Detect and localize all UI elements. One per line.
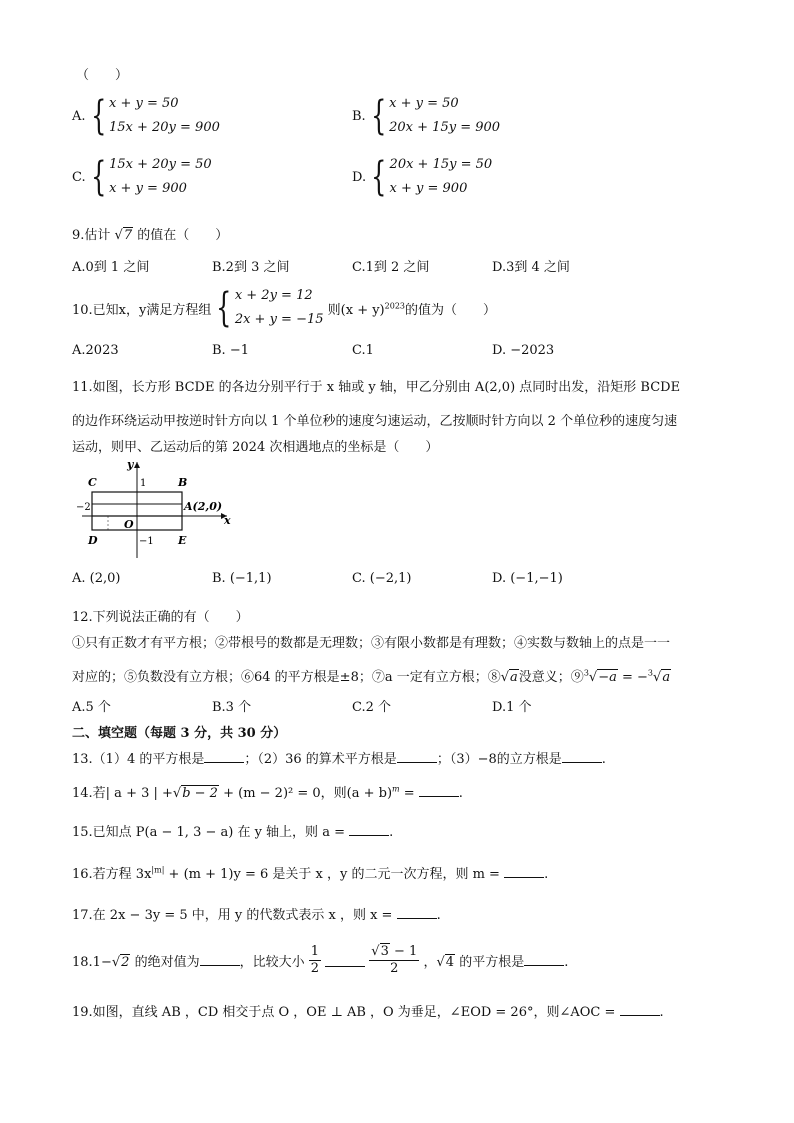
tick-minus2: −2 <box>76 502 91 513</box>
y-axis-arrow <box>134 462 140 468</box>
q15-blank[interactable] <box>349 823 389 836</box>
q9-option-d[interactable]: D.3到 4 之间 <box>492 260 570 275</box>
q11-line2: 的边作环绕运动甲按逆时针方向以 1 个单位秒的速度匀速运动，乙按顺时针方向以 2 个单位秒的速度匀速 <box>72 414 678 429</box>
q8-c-eq2: x + y = 900 <box>109 181 187 196</box>
q10-option-c[interactable]: C.1 <box>352 343 374 358</box>
q17: 17.在 2x − 3y = 5 中，用 y 的代数式表示 x ，则 x = . <box>72 908 441 923</box>
q11-option-a[interactable]: A. (2,0) <box>72 571 121 586</box>
label-b: B <box>178 476 188 489</box>
q17-blank[interactable] <box>397 906 437 919</box>
q8-option-d[interactable]: D. { 20x + 15y = 50 x + y = 900 <box>352 154 493 200</box>
label-e: E <box>178 534 187 547</box>
q8-b-eq2: 20x + 15y = 900 <box>389 120 501 135</box>
q8-option-a[interactable]: A. { x + y = 50 15x + 20y = 900 <box>72 93 220 139</box>
q11-line1: 11.如图，长方形 BCDE 的各边分别平行于 x 轴或 y 轴，甲乙分别由 A(2,0) 点同时出发，沿矩形 BCDE <box>72 380 681 395</box>
q10-option-b[interactable]: B. −1 <box>212 343 249 358</box>
q8-a-eq1: x + y = 50 <box>108 96 179 111</box>
q12-option-c[interactable]: C.2 个 <box>352 700 392 715</box>
label-x: x <box>224 514 231 527</box>
q9-stem: 9.估计 √7 的值在（ ） <box>72 228 229 243</box>
q8-paren: （ ） <box>76 68 129 83</box>
label-d: D <box>88 534 98 547</box>
q11-option-b[interactable]: B. (−1,1) <box>212 571 272 586</box>
q13-blank-3[interactable] <box>562 750 602 763</box>
q10-eq2: 2x + y = −15 <box>234 312 324 327</box>
q10-option-a[interactable]: A.2023 <box>72 343 119 358</box>
q10-stem: 10.已知x，y满足方程组 { x + 2y = 12 2x + y = −15 则$(x + y)^{2023}$的值为（ ） <box>72 285 497 331</box>
q8-b-eq1: x + y = 50 <box>389 96 459 111</box>
q18: 18.1−√2 的绝对值为 ，比较大小 $\frac{1}{2}$ $\frac{√3 - 1}{2}$ ，√4 的平方根是 . <box>72 944 569 976</box>
q12-option-b[interactable]: B.3 个 <box>212 700 252 715</box>
q9-option-b[interactable]: B.2到 3 之间 <box>212 260 290 275</box>
q11-option-c[interactable]: C. (−2,1) <box>352 571 412 586</box>
q12-option-d[interactable]: D.1 个 <box>492 700 532 715</box>
q13-blank-1[interactable] <box>204 750 244 763</box>
q9-option-c[interactable]: C.1到 2 之间 <box>352 260 430 275</box>
section-title: 二、填空题（每题 3 分，共 30 分） <box>72 726 287 741</box>
q11-figure <box>72 458 232 560</box>
q14: 14.若| a + 3 | +√b − 2 + (m − 2)² = 0，则$(a + b)^m$ = . <box>72 784 463 801</box>
q10-eq1: x + 2y = 12 <box>234 288 313 303</box>
q12-option-a[interactable]: A.5 个 <box>72 700 111 715</box>
q18-blank-1[interactable] <box>200 953 240 966</box>
q8-d-eq1: 20x + 15y = 50 <box>389 157 493 172</box>
q19: 19.如图，直线 AB ，CD 相交于点 O ，OE ⊥ AB ，O 为垂足，∠EOD = 26°，则∠AOC = . <box>72 1005 664 1020</box>
label-a: A(2,0) <box>184 500 223 513</box>
q16: 16.若方程 $3x^{|m|} + (m + 1)y = 6$ 是关于 x ，y 的二元一次方程，则 m = . <box>72 865 549 882</box>
tick-minus1: −1 <box>139 536 154 547</box>
q18-blank-3[interactable] <box>524 953 564 966</box>
q8-c-eq1: 15x + 20y = 50 <box>109 157 212 172</box>
q13: 13.（1）4 的平方根是 ；（2）36 的算术平方根是 ；（3）−8的立方根是 . <box>72 752 606 767</box>
q12-stem: 12.下列说法正确的有（ ） <box>72 610 249 625</box>
q8-option-c[interactable]: C. { 15x + 20y = 50 x + y = 900 <box>72 154 212 200</box>
q18-blank-2[interactable] <box>325 954 365 967</box>
q19-blank[interactable] <box>620 1003 660 1016</box>
q8-option-b[interactable]: B. { x + y = 50 20x + 15y = 900 <box>352 93 501 139</box>
label-y: y <box>127 458 134 471</box>
q15: 15.已知点 P(a − 1, 3 − a) 在 y 轴上，则 a = . <box>72 825 394 840</box>
q14-blank[interactable] <box>419 784 459 797</box>
q12-line2: 对应的；⑤负数没有立方根；⑥64 的平方根是±8；⑦a 一定有立方根；⑧√a没意义；⑨$^3$√−a = −$^3$√a <box>72 668 671 685</box>
q11-option-d[interactable]: D. (−1,−1) <box>492 571 563 586</box>
q16-blank[interactable] <box>504 865 544 878</box>
q8-a-eq2: 15x + 20y = 900 <box>108 120 220 135</box>
tick-1: 1 <box>140 478 147 489</box>
q13-blank-2[interactable] <box>397 750 437 763</box>
q9-option-a[interactable]: A.0到 1 之间 <box>72 260 150 275</box>
label-c: C <box>88 476 97 489</box>
q12-line1: ①只有正数才有平方根；②带根号的数都是无理数；③有限小数都是有理数；④实数与数轴上的点是一一 <box>72 636 671 651</box>
q8-d-eq2: x + y = 900 <box>389 181 468 196</box>
q10-option-d[interactable]: D. −2023 <box>492 343 555 358</box>
q11-line3: 运动，则甲、乙运动后的第 2024 次相遇地点的坐标是（ ） <box>72 440 439 455</box>
label-o: O <box>124 518 134 531</box>
